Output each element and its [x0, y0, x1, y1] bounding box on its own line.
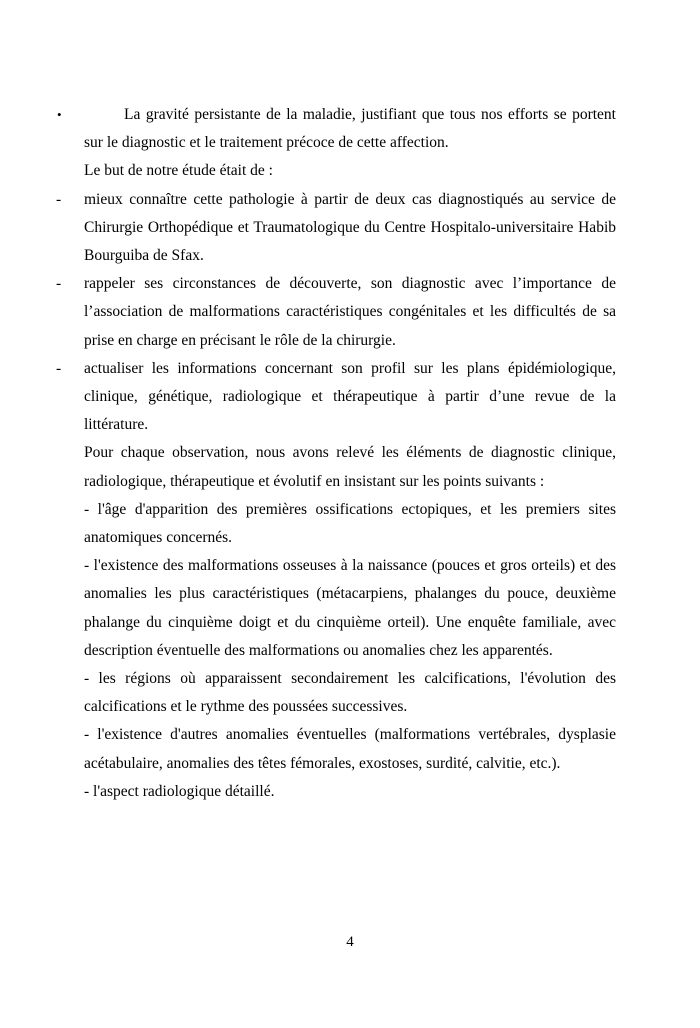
observation-intro: Pour chaque observation, nous avons relevé les éléments de diagnostic clinique, radiologique, thérapeutique et évolutif en insistant sur les points suivants :: [84, 444, 616, 490]
dash-marker: -: [56, 359, 62, 377]
observation-point: - l'existence des malformations osseuses à la naissance (pouces et gros orteils) et des anomalies les plus caractéristiques (métacarpiens, phalanges du pouce, deuxième phalange du cinquième doigt et du cinquième orteil). Une enquête familiale, avec description éventuelle des malformations ou anomalies chez les apparentés.: [84, 557, 616, 659]
observation-point: - les régions où apparaissent secondairement les calcifications, l'évolution des calcifications et le rythme des poussées successives.: [84, 670, 616, 716]
goal-item: [54, 270, 616, 355]
observation-point: - l'aspect radiologique détaillé.: [84, 782, 275, 800]
observation-point: - l'âge d'apparition des premières ossifications ectopiques, et les premiers sites anatomiques concernés.: [84, 500, 616, 547]
dash-marker: -: [56, 190, 62, 208]
dash-marker: -: [56, 275, 62, 293]
page-body: [54, 101, 616, 806]
goal-item-text: actualiser les informations concernant son profil sur les plans épidémiologique, clinique, génétique, radiologique et thérapeutique à partir d’une revue de la littérature.: [84, 359, 616, 434]
page-number: 4: [346, 934, 354, 950]
bullet-item-text: La gravité persistante de la maladie, justifiant que tous nos efforts se portent sur le diagnostic et le traitement précoce de cette affection.: [84, 106, 616, 152]
observation-point: - l'existence d'autres anomalies éventuelles (malformations vertébrales, dysplasie acétabulaire, anomalies des têtes fémorales, exostoses, surdité, calvitie, etc.).: [84, 726, 616, 772]
bullet-item: [54, 101, 616, 157]
goal-item: [54, 355, 616, 440]
goal-item: [54, 186, 616, 271]
bullet-marker: •: [57, 107, 62, 122]
goal-item-text: rappeler ses circonstances de découverte, son diagnostic avec l’importance de l’association de malformations caractéristiques congénitales et les difficultés de sa prise en charge en précisant le rôle de la chirurgie.: [84, 275, 616, 349]
goal-intro: Le but de notre étude était de :: [84, 162, 273, 180]
goal-item-text: mieux connaître cette pathologie à partir de deux cas diagnostiqués au service de Chirurgie Orthopédique et Traumatologique du Centre Hospitalo-universitaire Habib Bourguiba de Sfax.: [84, 190, 616, 265]
